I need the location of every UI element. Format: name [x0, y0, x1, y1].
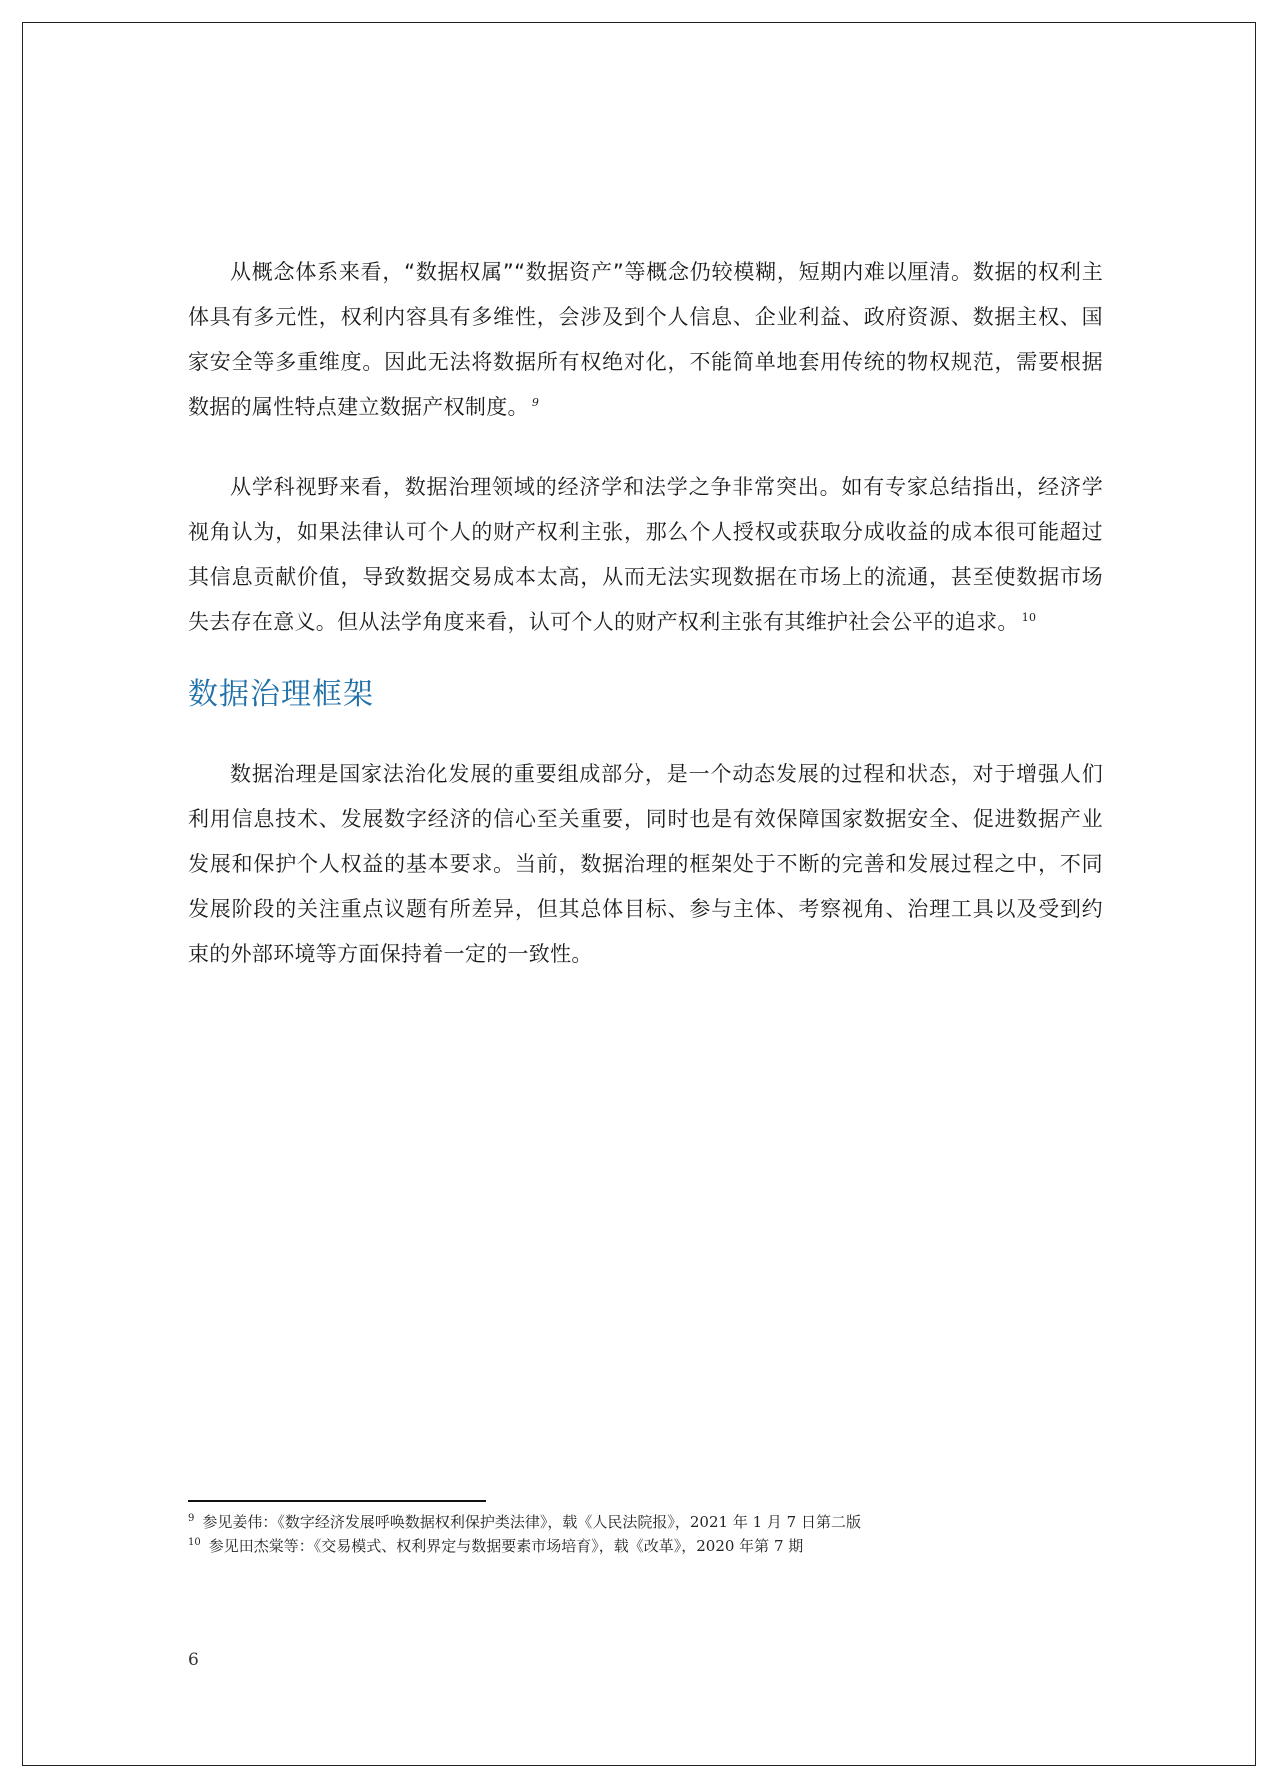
- footnote-number: 10: [188, 1537, 201, 1548]
- main-content: [188, 250, 1103, 977]
- paragraph-text: 从学科视野来看，数据治理领域的经济学和法学之争非常突出。如有专家总结指出，经济学视角认为，如果法律认可个人的财产权利主张，那么个人授权或获取分成收益的成本很可能超过其信息贡献价值，导致数据交易成本太高，从而无法实现数据在市场上的流通，甚至使数据市场失去存在意义。但从法学角度来看，认可个人的财产权利主张有其维护社会公平的追求。: [188, 475, 1103, 634]
- footnote-ref-10[interactable]: 10: [1021, 611, 1037, 624]
- footnote-9: [188, 1510, 1088, 1534]
- footnote-text: 参见姜伟：《数字经济发展呼唤数据权利保护类法律》，载《人民法院报》，2021 年 1 月 7 日第二版: [202, 1513, 861, 1531]
- paragraph-discipline-view: [188, 465, 1103, 645]
- footnote-separator: [188, 1500, 486, 1502]
- section-heading: 数据治理框架: [188, 677, 374, 712]
- footnotes: [188, 1510, 1088, 1558]
- paragraph-concept-system: [188, 250, 1103, 430]
- footnote-10: [188, 1534, 1088, 1558]
- paragraph-text: 数据治理是国家法治化发展的重要组成部分，是一个动态发展的过程和状态，对于增强人们利用信息技术、发展数字经济的信心至关重要，同时也是有效保障国家数据安全、促进数据产业发展和保护个人权益的基本要求。当前，数据治理的框架处于不断的完善和发展过程之中，不同发展阶段的关注重点议题有所差异，但其总体目标、参与主体、考察视角、治理工具以及受到约束的外部环境等方面保持着一定的一致性。: [188, 762, 1103, 966]
- paragraph-text: 从概念体系来看，“数据权属”“数据资产”等概念仍较模糊，短期内难以厘清。数据的权利主体具有多元性，权利内容具有多维性，会涉及到个人信息、企业利益、政府资源、数据主权、国家安全等多重维度。因此无法将数据所有权绝对化，不能简单地套用传统的物权规范，需要根据数据的属性特点建立数据产权制度。: [188, 260, 1103, 419]
- page-number: 6: [188, 1650, 199, 1670]
- paragraph-governance-framework: [188, 752, 1103, 977]
- footnote-number: 9: [188, 1513, 195, 1524]
- footnote-text: 参见田杰棠等：《交易模式、权利界定与数据要素市场培育》，载《改革》，2020 年第 7 期: [208, 1537, 804, 1555]
- footnote-ref-9[interactable]: 9: [531, 396, 540, 409]
